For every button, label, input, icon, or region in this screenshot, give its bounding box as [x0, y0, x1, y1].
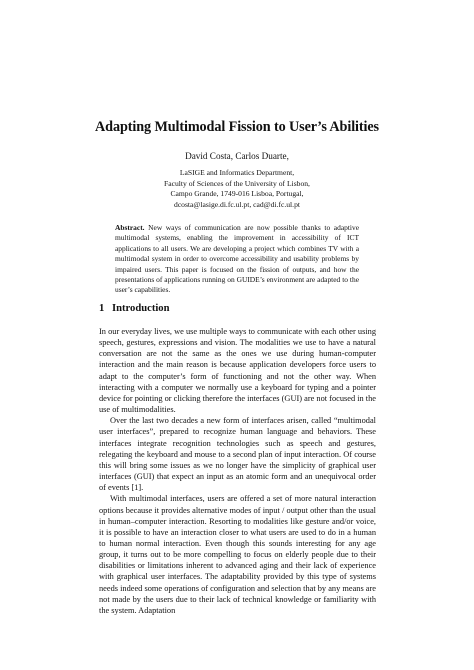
abstract	[115, 223, 359, 296]
section-title: Introduction	[112, 303, 170, 314]
section-heading	[99, 303, 170, 314]
affiliation-line: LaSIGE and Informatics Department,	[179, 168, 295, 177]
paragraph: In our everyday lives, we use multiple ways to communicate with each other using speech, gestures, expressions and vision. The modalities we use to have a natural conversation are not the same as the ones we use during human-computer interaction and the main reason is because application developers force users to adapt to the computer’s form of functioning and not the other way. When interacting with a computer we normally use a keyboard for typing and a pointer device for pointing or clicking therefore the interfaces (GUI) are not focused in the use of multimodalities.	[99, 327, 376, 415]
affiliation-line: Faculty of Sciences of the University of Lisbon,	[164, 178, 310, 188]
author-list: David Costa, Carlos Duarte,	[185, 151, 289, 161]
paragraph: With multimodal interfaces, users are offered a set of more natural interaction options because it provides alternative modes of input / output other than the usual in human–computer interaction. Resorting to modalities like gesture and/or voice, it is possible to have an interaction closer to what users are used to do in a human to human normal interaction. Even though this sounds interesting for any age group, it turns out to be more compelling to focus on elderly people due to their disabilities or limitations inherent to advanced aging and their lack of experience with graphical user interfaces. The adaptability provided by this type of systems needs indeed some operations of configuration and selection that by any means are not made by the users due to their lack of technical knowledge or familiarity with the system. Adaptation	[99, 494, 376, 615]
affiliation-block	[0, 168, 474, 211]
author-emails: dcosta@lasige.di.fc.ul.pt, cad@di.fc.ul.pt	[174, 200, 300, 210]
paragraph: Over the last two decades a new form of interfaces arisen, called “multimodal user interfaces”, prepared to recognize human language and behaviors. These interfaces integrate recognition technologies such as speech and gestures, relegating the keyboard and mouse to a second plan of input interaction. Of course this will bring some issues as we no longer have the simplicity of graphical user interfaces (GUI) that expect an input as an atomic form and an unequivocal order of events [1].	[99, 416, 376, 493]
body-text	[99, 326, 376, 616]
affiliation-line: Campo Grande, 1749-016 Lisboa, Portugal,	[170, 189, 304, 199]
abstract-text: New ways of communication are now possible thanks to adaptive multimodal systems, enabling the improvement in accessibility of ICT applications to all users. We are developing a project which combines TV with a multimodal system in order to overcome accessibility and usability problems by impaired users. This paper is focused on the fission of outputs, and how the presentations of applications running on GUIDE’s environment are adapted to the user’s capabilities.	[115, 223, 359, 295]
paper-title: Adapting Multimodal Fission to User’s Abilities	[95, 119, 379, 135]
section-number: 1	[99, 303, 105, 314]
abstract-label: Abstract.	[115, 223, 145, 232]
